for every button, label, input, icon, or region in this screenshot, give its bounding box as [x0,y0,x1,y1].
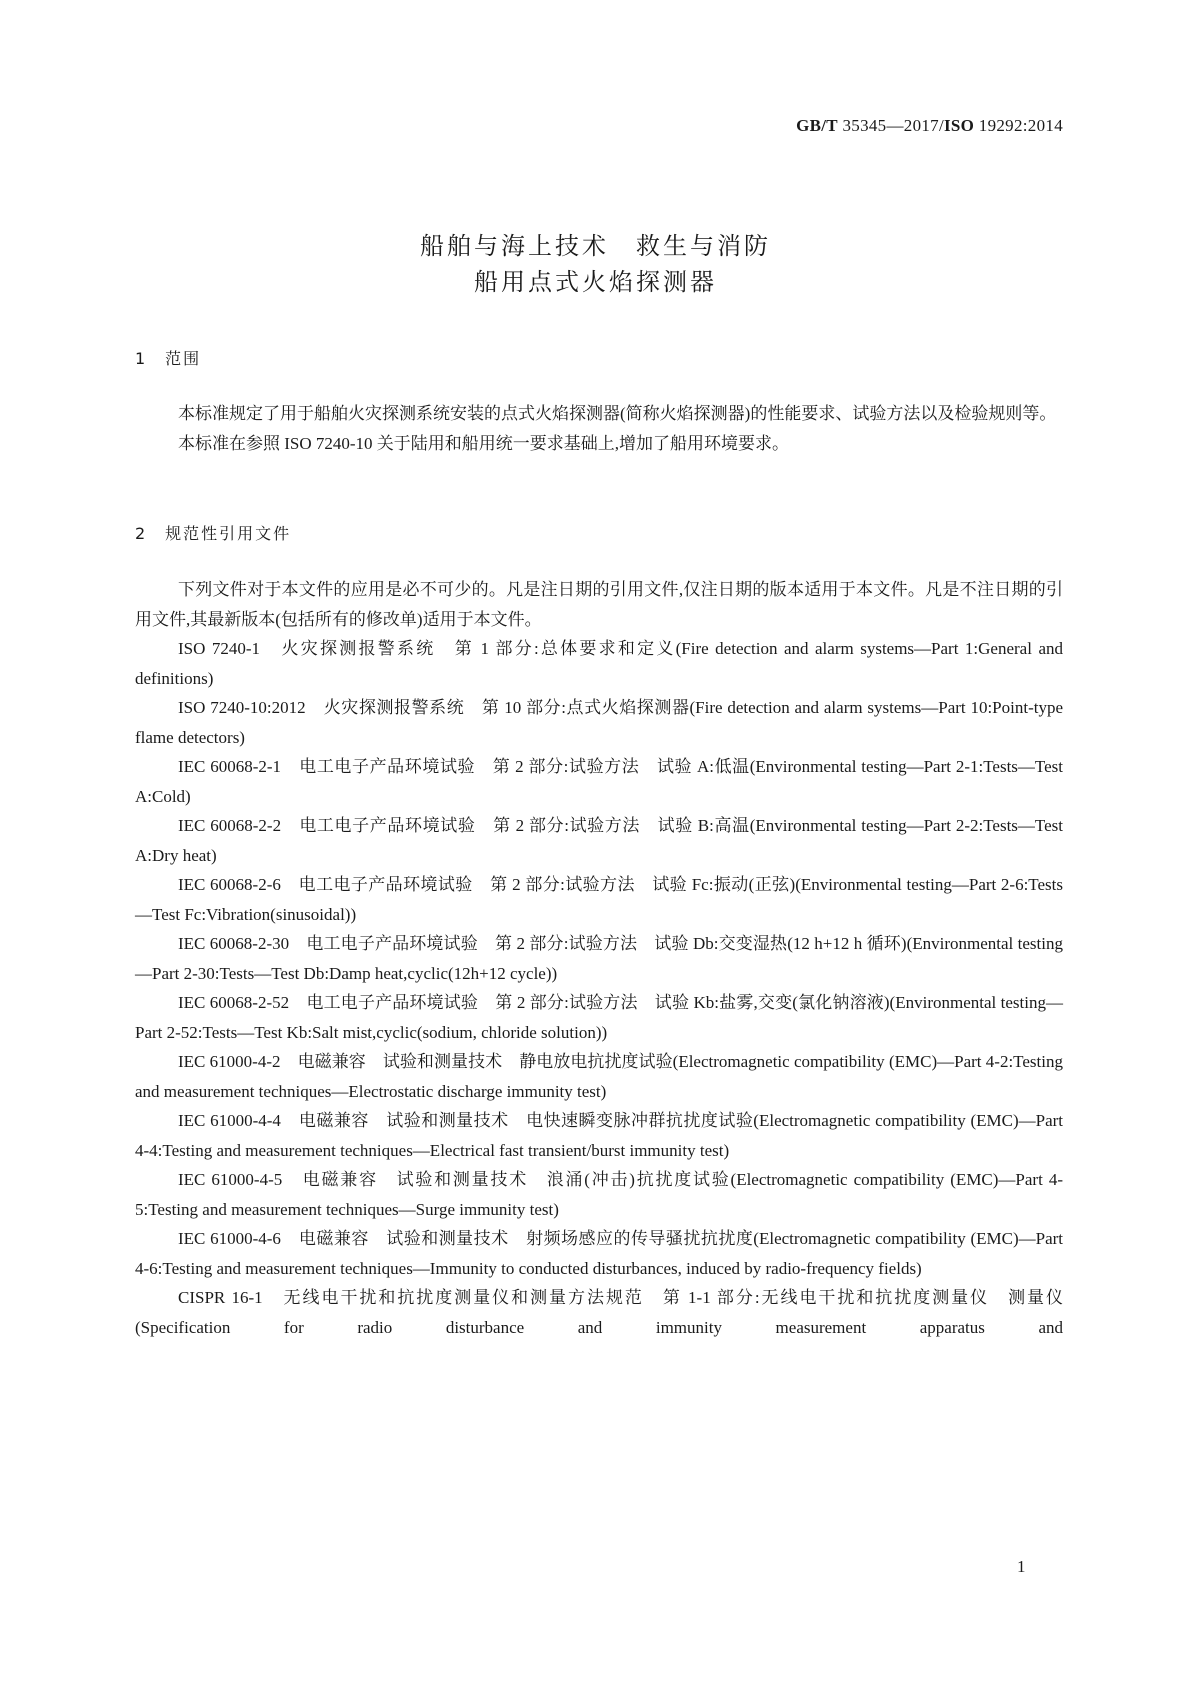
reference-item: IEC 60068-2-52 电工电子产品环境试验 第 2 部分:试验方法 试验 Kb:盐雾,交变(氯化钠溶液)(Environmental testing—Part 2-52:Tests—Test Kb:Salt mist,cyclic(sodium, chloride solution)) [135,993,1063,1042]
reference-item: IEC 61000-4-5 电磁兼容 试验和测量技术 浪涌(冲击)抗扰度试验(Electromagnetic compatibility (EMC)—Part 4-5:Testing and measurement techniques—Surge immunity test) [135,1170,1063,1219]
reference-item: IEC 61000-4-2 电磁兼容 试验和测量技术 静电放电抗扰度试验(Electromagnetic compatibility (EMC)—Part 4-2:Testing and measurement techniques—Electrostatic discharge immunity test) [135,1052,1063,1101]
iso-prefix: ISO [944,116,975,135]
standard-code-number: 35345—2017/ [837,116,945,135]
scope-paragraph: 本标准规定了用于船舶火灾探测系统安装的点式火焰探测器(简称火焰探测器)的性能要求、试验方法以及检验规则等。 [178,404,1057,423]
scope-paragraph: 本标准在参照 ISO 7240-10 关于陆用和船用统一要求基础上,增加了船用环境要求。 [178,433,790,453]
reference-item: IEC 60068-2-1 电工电子产品环境试验 第 2 部分:试验方法 试验 A:低温(Environmental testing—Part 2-1:Tests—Test A:Cold) [135,757,1063,806]
reference-item: IEC 61000-4-6 电磁兼容 试验和测量技术 射频场感应的传导骚扰抗扰度(Electromagnetic compatibility (EMC)—Part 4-6:Testing and measurement techniques—Immunity to conducted disturbances, induced by radio-frequency fields) [135,1229,1063,1278]
standard-code-prefix: GB/T [796,116,838,135]
section-heading-scope: 1 范围 [135,349,202,368]
section-references-body [135,575,1063,1342]
section-heading-normative-references: 2 规范性引用文件 [135,524,292,543]
reference-item: ISO 7240-10:2012 火灾探测报警系统 第 10 部分:点式火焰探测器(Fire detection and alarm systems—Part 10:Point-type flame detectors) [135,698,1063,747]
reference-item: CISPR 16-1 无线电干扰和抗扰度测量仪和测量方法规范 第 1-1 部分:无线电干扰和抗扰度测量仪 测量仪(Specification for radio disturbance and immunity measurement apparatus and [135,1288,1063,1337]
reference-item: IEC 60068-2-30 电工电子产品环境试验 第 2 部分:试验方法 试验 Db:交变湿热(12 h+12 h 循环)(Environmental testing—Part 2-30:Tests—Test Db:Damp heat,cyclic(12h+12 cycle)) [135,934,1063,983]
reference-item: IEC 60068-2-2 电工电子产品环境试验 第 2 部分:试验方法 试验 B:高温(Environmental testing—Part 2-2:Tests—Test A:Dry heat) [135,816,1063,865]
reference-item: ISO 7240-1 火灾探测报警系统 第 1 部分:总体要求和定义(Fire detection and alarm systems—Part 1:General and definitions) [135,639,1063,688]
standard-code-header [796,116,1063,136]
page-number: 1 [1017,1557,1026,1576]
title-line-1: 船舶与海上技术 救生与消防 [420,232,771,260]
section-scope-body [135,399,1063,458]
reference-item: IEC 60068-2-6 电工电子产品环境试验 第 2 部分:试验方法 试验 Fc:振动(正弦)(Environmental testing—Part 2-6:Tests—Test Fc:Vibration(sinusoidal)) [135,875,1063,924]
title-line-2: 船用点式火焰探测器 [474,268,717,296]
document-title [0,228,1191,300]
references-intro: 下列文件对于本文件的应用是必不可少的。凡是注日期的引用文件,仅注日期的版本适用于本文件。凡是不注日期的引用文件,其最新版本(包括所有的修改单)适用于本文件。 [135,580,1063,629]
iso-number: 19292:2014 [974,116,1063,135]
reference-item: IEC 61000-4-4 电磁兼容 试验和测量技术 电快速瞬变脉冲群抗扰度试验(Electromagnetic compatibility (EMC)—Part 4-4:Testing and measurement techniques—Electrical fast transient/burst immunity test) [135,1111,1063,1160]
